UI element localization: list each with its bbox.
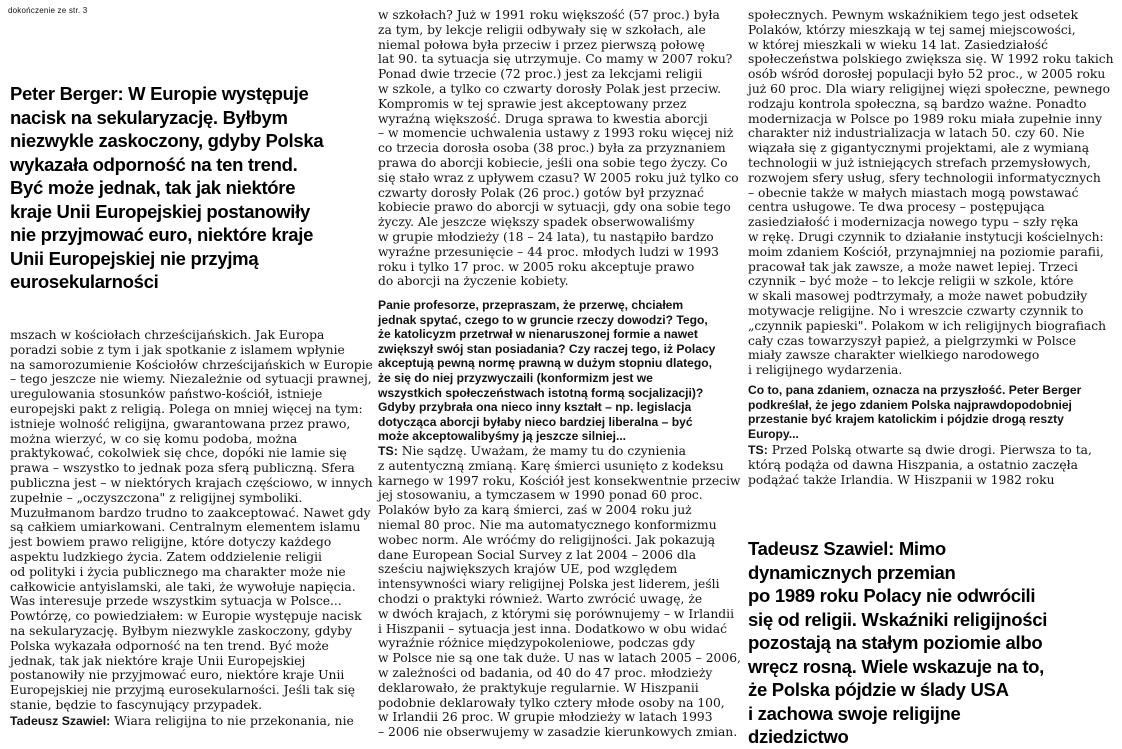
text-line: chodzi o praktyki również. Warto zwrócić uwagę, że: [378, 591, 703, 606]
speaker-label: TS:: [378, 444, 398, 458]
text-line: wręcz rosną. Wiele wskazuje na to,: [748, 655, 1045, 677]
text-line: jednak spytać, czego to w gruncie rzeczy dowodzi? Tego,: [378, 312, 708, 327]
text-line: do aborcji na życzenie kobiety.: [378, 274, 569, 289]
pull-quote-berger: [10, 82, 323, 294]
text-line: w grupie młodzieży (18 – 24 lata), tu nastąpiło bardzo: [378, 229, 714, 244]
text-line: w dwóch krajach, z którymi się porównujemy – w Irlandii: [378, 606, 734, 621]
text-line: zupełnie – „oczyszczona" z religijnej symboliki.: [10, 490, 303, 505]
text-line: prawa – wszystko to jednak poza sferą publiczną. Sfera: [10, 461, 355, 476]
text-line: uregulowania stosunków państwo-kościół, istnieje: [10, 387, 323, 402]
text-line: osób wśród dorosłej populacji było 52 proc., w 2005 roku: [748, 67, 1106, 82]
text-line: podkreślał, że jego zdaniem Polska najprawdopodobniej: [748, 397, 1072, 412]
continuation-note: dokończenie ze str. 3: [8, 6, 88, 15]
text-line: Was interesuje przede wszystkim sytuacja w Polsce...: [10, 594, 342, 609]
text-line: centra usługowe. Te dwa procesy – postępująca: [748, 200, 1045, 215]
text-line: stanie, będzie to fascynujący przypadek.: [10, 697, 263, 712]
text-line: praktykować, cokolwiek się chce, dopóki nie lamie się: [10, 446, 347, 461]
text-line: niemal 80 proc. Nie ma automatycznego konformizmu: [378, 517, 717, 532]
text-line: miały zawsze charakter wielkiego narodowego: [748, 348, 1040, 363]
text-line: Kompromis w tej sprawie jest akceptowany przez: [378, 96, 687, 111]
text-line: w szkołach? Już w 1991 roku większość (57 proc.) była: [378, 8, 720, 22]
text-line: prawa do aborcji kobiecie, jeśli ona sobie tego życzy. Co: [378, 155, 728, 170]
text-line: Co to, pana zdaniem, oznacza na przyszłość. Peter Berger: [748, 383, 1082, 397]
text-line: publiczna jest – w niektórych krajach częściowo, w innych: [10, 475, 373, 490]
text-line: Europy...: [748, 426, 799, 441]
text-line: wykazała odporność na ten trend.: [10, 153, 298, 175]
speaker-label: TS:: [748, 443, 768, 457]
text-line: karnego w 1997 roku, Kościół jest konsekwentnie przeciw: [378, 473, 741, 488]
text-line: dziedzictwo: [748, 726, 849, 747]
text-line: można wierzyć, w co się komu podoba, można: [10, 431, 298, 446]
article-body-col2: [378, 8, 739, 289]
text-line: pozostają na stałym poziomie albo: [748, 632, 1043, 653]
text-line: kobiecie prawo do aborcji w sytuacji, gdy ona sobie tego: [378, 200, 731, 215]
answer-continuation: [748, 458, 1092, 488]
text-line: niezwykle zaskoczony, gdyby Polska: [10, 130, 324, 151]
text-line: kraje Unii Europejskiej postanowiły: [10, 200, 310, 222]
article-body-col1: [10, 328, 373, 713]
text-line: poradzi sobie z tym i jak spotkanie z islamem wpłynie: [10, 342, 345, 357]
text-line: się od religii. Wskaźniki religijności: [748, 608, 1048, 630]
text-line: jest bowiem prawo religijne, które dotyczy każdego: [10, 535, 332, 550]
answer-continuation: [378, 459, 741, 740]
text-line: roku i tylko 17 proc. w 2005 roku akceptuje prawo: [378, 259, 695, 274]
text-line: istnieje wolność religijna, gwarantowana przez prawo,: [10, 416, 351, 431]
text-line: intensywności wiary religijnej Polska jest liderem, jeśli: [378, 577, 720, 592]
text-line: są całkiem umiarkowani. Centralnym elementem islamu: [10, 520, 361, 535]
text-line: wyraźną większość. Druga sprawa to kwestia aborcji: [378, 111, 708, 126]
text-line: że katolicyzm przetrwał w nienaruszonej formie a nawet: [378, 327, 698, 342]
text-line: postanowiły nie przyjmować euro, niektóre kraje Unii: [10, 668, 345, 683]
text-line: dynamicznych przemian: [748, 561, 956, 583]
text-line: Peter Berger: W Europie występuje: [10, 83, 309, 104]
text-line: Muzułmanom bardzo trudno to zaakceptować. Nawet gdy: [10, 505, 371, 520]
interviewer-question: [378, 298, 715, 444]
text-line: aspektu ludzkiego życia. Zatem oddzielenie religii: [10, 549, 322, 564]
text-line: i zachowa swoje religijne: [748, 702, 961, 724]
text-line: rozwojem sfery usług, sfery technologii informatycznych: [748, 170, 1101, 185]
answer-text: Wiara religijna to nie przekonania, nie: [110, 714, 354, 728]
text-line: Gdyby przybrała ona nieco inny kształt – np. legislacja: [378, 400, 692, 415]
text-line: w Polsce nie są one tak duże. U nas w latach 2005 – 2006,: [378, 651, 741, 666]
text-line: jej stosowaniu, a tymczasem w 1990 ponad 60 proc.: [378, 488, 703, 503]
text-line: wiązała się z gigantycznymi projektami, ale z wymianą: [748, 141, 1090, 156]
text-line: życzy. Ale jeszcze większy spadek obserwowaliśmy: [378, 215, 695, 230]
text-line: motywacje religijne. No i wreszcie czwarty czynnik to: [748, 303, 1084, 318]
text-line: społecznych. Pewnym wskaźnikiem tego jest odsetek: [748, 8, 1079, 22]
answer-szawiel-start: [10, 714, 354, 729]
text-line: cały czas towarzyszył papież, a pielgrzymki w Polsce: [748, 333, 1077, 348]
text-line: jednak, tak jak niektóre kraje Unii Europejskiej: [10, 653, 306, 668]
text-line: „czynnik papieski". Polakom w ich religijnych biografiach: [748, 318, 1107, 333]
text-line: Polaków, którzy mieszkają w tej samej miejscowości,: [748, 22, 1076, 37]
text-line: za tym, by lekcje religii odbywały się w szkołach, ale: [378, 22, 706, 37]
text-line: sześciu największych krajów UE, pod względem: [378, 562, 678, 577]
text-line: czwarty dorosły Polak (26 proc.) gotów był przyznać: [378, 185, 704, 200]
text-line: w skali masowej podtrzymały, a może nawet pobudziły: [748, 289, 1088, 304]
answer-first-line: Nie sądzę. Uważam, że mamy tu do czynienia: [397, 444, 686, 458]
text-line: z autentyczną zmianą. Karę śmierci usunięto z kodeksu: [378, 458, 724, 473]
text-line: technologii w już istniejących strefach przemysłowych,: [748, 155, 1091, 170]
article-body-col3: [748, 8, 1114, 378]
text-line: w szkole, a tylko co czwarty dorosły Polak jest przeciw.: [378, 81, 722, 96]
text-line: rodzaju kontrola społeczna, są bardzo ważne. Ponadto: [748, 96, 1087, 111]
text-line: podążać także Irlandia. W Hiszpanii w 1982 roku: [748, 472, 1055, 487]
text-line: akceptują pewną normę prawną w dużym stopniu dlatego,: [378, 356, 712, 371]
text-line: deklarowało, że praktykuje regularnie. W Hiszpanii: [378, 680, 699, 695]
text-line: w której mieszkali w wieku 14 lat. Zasiedziałość: [748, 37, 1048, 52]
text-line: nie przyjmować euro, niektóre kraje: [10, 224, 314, 245]
text-line: już 60 proc. Dla wiary religijnej więzi społeczne, pewnego: [748, 81, 1111, 96]
text-line: i religijnego wydarzenia.: [748, 363, 903, 378]
text-line: zwiększył swój stan posiadania? Czy raczej tego, iż Polacy: [378, 341, 716, 356]
text-line: europejski pakt z religią. Polega on mniej więcej na tym:: [10, 401, 363, 416]
text-line: – 2006 nie obserwujemy w zasadzie kierunkowych zmian.: [378, 725, 738, 740]
text-line: się stało wraz z upływem czasu? W 2005 roku już tylko co: [378, 170, 739, 185]
text-line: społeczeństwa polskiego zwiększa się. W 1992 roku takich: [748, 52, 1114, 67]
text-line: – tego jeszcze nie wiemy. Niezależnie od sytuacji prawnej,: [10, 372, 372, 387]
text-line: w rękę. Drugi czynnik to działanie instytucji kościelnych:: [748, 229, 1104, 244]
text-line: którą podąża od dawna Hiszpania, a ostatnio zaczęła: [748, 457, 1078, 472]
answer-col3: [748, 443, 1092, 487]
text-line: podobnie deklarowały tylko cztery młode osoby na 100,: [378, 695, 725, 710]
text-line: wyraźne przesunięcie – 44 proc. młodych ludzi w 1993: [378, 244, 719, 259]
text-line: całkowicie antyislamski, ale taki, że wywołuje napięcia.: [10, 579, 356, 594]
text-line: charakter niż industrializacja w latach 50. czy 60. Nie: [748, 126, 1085, 141]
text-line: pracował tak jak zawsze, a może nawet lepiej. Trzeci: [748, 259, 1078, 274]
text-line: mszach w kościołach chrześcijańskich. Jak Europa: [10, 328, 325, 342]
text-line: po 1989 roku Polacy nie odwrócili: [748, 585, 1036, 606]
text-line: Być może jednak, tak jak niektóre: [10, 177, 296, 198]
text-line: co trzecia dorosła osoba (38 proc.) była za przyznaniem: [378, 141, 726, 156]
text-line: że się do niej przyzwyczaili (konformizm jest we: [378, 370, 653, 385]
text-line: na sekularyzację. Byłbym niezwykle zaskoczony, gdyby: [10, 623, 353, 638]
text-line: w zależności od badania, od 40 do 47 proc. młodzieży: [378, 665, 713, 680]
text-line: eurosekularności: [10, 271, 159, 292]
text-line: Unii Europejskiej nie przyjmą: [10, 247, 259, 269]
speaker-label: Tadeusz Szawiel:: [10, 714, 111, 728]
text-line: lat 90. ta sytuacja się utrzymuje. Co mamy w 2007 roku?: [378, 52, 733, 67]
text-line: czynnik – być może – to lekcje religii w szkole, które: [748, 274, 1074, 289]
text-line: Ponad dwie trzecie (72 proc.) jest za lekcjami religii: [378, 67, 703, 82]
text-line: niemal połowa była przeciw i przez pierwszą połowę: [378, 37, 705, 52]
text-line: Tadeusz Szawiel: Mimo: [748, 538, 946, 559]
answer-first-line: Przed Polską otwarte są dwie drogi. Pierwsza to ta,: [767, 443, 1092, 457]
pull-quote-szawiel: [748, 537, 1047, 749]
text-line: Panie profesorze, przepraszam, że przerwę, chciałem: [378, 298, 684, 312]
text-line: od polityki i życia publicznego ma charakter może nie: [10, 564, 346, 579]
text-line: Polaków było za karą śmierci, zaś w 2004 roku już: [378, 503, 692, 518]
text-line: – obecnie także w małych miastach mogą powstawać: [748, 185, 1079, 200]
text-line: wyraźnie różnice międzypokoleniowe, podczas gdy: [378, 636, 696, 651]
text-line: dotycząca aborcji byłaby nieco bardziej liberalna – być: [378, 414, 693, 429]
text-line: Powtórzę, co powiedziałem: w Europie występuje nacisk: [10, 609, 362, 624]
interviewer-question: [748, 383, 1081, 441]
text-line: dane European Social Survey z lat 2004 – 2006 dla: [378, 547, 697, 562]
text-line: w Irlandii 26 proc. W grupie młodzieży w latach 1993: [378, 710, 713, 725]
text-line: moim zdaniem Kościół, przynajmniej na poziomie parafii,: [748, 244, 1104, 259]
text-line: nacisk na sekularyzację. Byłbym: [10, 106, 288, 128]
text-line: może akceptowalibyśmy ją jeszcze silniej...: [378, 429, 627, 444]
text-line: modernizacja w Polsce po 1989 roku miała zupełnie inny: [748, 111, 1103, 126]
text-line: i Hiszpanii – sytuacja jest inna. Dodatkowo w obu widać: [378, 621, 727, 636]
text-line: że Polska pójdzie w ślady USA: [748, 679, 1009, 700]
text-line: – w momencie uchwalenia ustawy z 1993 roku więcej niż: [378, 126, 734, 141]
text-line: Europejskiej nie przyjmą eurosekularności. Jeśli tak się: [10, 683, 356, 698]
text-line: wobec norm. Ale wróćmy do religijności. Jak pokazują: [378, 532, 716, 547]
text-line: na samorozumienie Kościołów chrześcijańskich w Europie: [10, 357, 373, 372]
answer-col2: [378, 444, 741, 740]
text-line: Polska wykazała odporność na ten trend. Być może: [10, 638, 329, 653]
text-line: przestanie być krajem katolickim i pójdzie drogą reszty: [748, 412, 1064, 427]
text-line: wszystkich społeczeństwach istotną formą socjalizacji)?: [378, 385, 704, 400]
text-line: zasiedziałość i modernizacja nowego typu – szły ręka: [748, 215, 1079, 230]
